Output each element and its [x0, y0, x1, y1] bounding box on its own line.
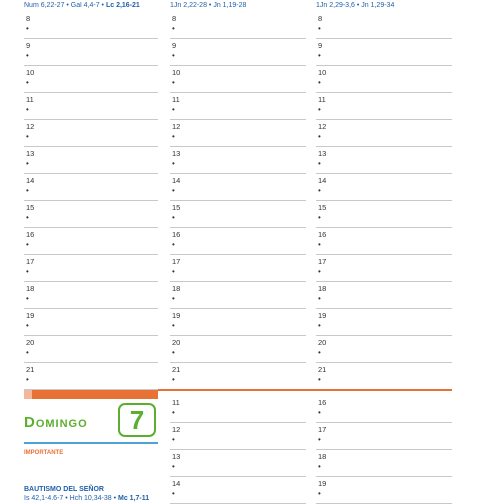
reading-reference-col1: Num 6,22-27 • Gal 4,4-7 • Lc 2,16-21 — [24, 2, 140, 9]
bullet-marker: • — [318, 408, 321, 417]
hour-slot[interactable] — [316, 201, 452, 228]
important-label: IMPORTANTE — [24, 450, 64, 456]
bullet-marker: • — [318, 267, 321, 276]
bullet-marker: • — [172, 294, 175, 303]
hour-slot[interactable] — [316, 423, 452, 450]
bullet-marker: • — [172, 267, 175, 276]
hour-slot[interactable] — [170, 423, 306, 450]
hour-label: 11 — [172, 398, 180, 407]
hour-label: 21 — [26, 365, 35, 374]
hour-slot[interactable] — [170, 255, 306, 282]
reading-reference-col2: 1Jn 2,22-28 • Jn 1,19-28 — [170, 2, 247, 9]
hour-label: 20 — [172, 338, 181, 347]
bullet-marker: • — [172, 435, 175, 444]
hour-label: 8 — [318, 14, 323, 23]
hour-slot[interactable] — [316, 309, 452, 336]
bullet-marker: • — [172, 24, 175, 33]
bullet-marker: • — [318, 321, 321, 330]
hour-slot[interactable] — [24, 12, 158, 39]
bullet-marker: • — [26, 78, 29, 87]
hour-label: 13 — [172, 452, 181, 461]
hour-label: 20 — [318, 338, 327, 347]
bullet-marker: • — [26, 105, 29, 114]
hour-label: 20 — [26, 338, 35, 347]
hour-label: 16 — [172, 230, 181, 239]
hour-label: 16 — [318, 230, 327, 239]
section-divider — [158, 389, 452, 391]
hour-slot[interactable] — [24, 66, 158, 93]
hour-label: 9 — [26, 41, 31, 50]
hour-label: 12 — [26, 122, 35, 131]
hour-slot[interactable] — [24, 147, 158, 174]
hour-slot[interactable] — [24, 282, 158, 309]
hour-label: 21 — [318, 365, 327, 374]
hour-label: 17 — [172, 257, 181, 266]
sunday-slots-col3 — [316, 396, 452, 504]
hour-label: 18 — [26, 284, 35, 293]
hour-label: 9 — [318, 41, 323, 50]
hour-label: 10 — [26, 68, 35, 77]
hour-label: 15 — [172, 203, 181, 212]
hour-label: 12 — [172, 122, 181, 131]
hour-slot[interactable] — [316, 39, 452, 66]
hour-slot[interactable] — [170, 66, 306, 93]
bullet-marker: • — [26, 186, 29, 195]
bullet-marker: • — [26, 159, 29, 168]
bullet-marker: • — [172, 105, 175, 114]
bullet-marker: • — [318, 78, 321, 87]
bullet-marker: • — [172, 408, 175, 417]
hour-slot[interactable] — [316, 228, 452, 255]
hour-label: 14 — [318, 176, 327, 185]
bullet-marker: • — [172, 132, 175, 141]
hour-slot[interactable] — [316, 336, 452, 363]
hour-label: 18 — [172, 284, 181, 293]
hour-label: 15 — [318, 203, 327, 212]
hour-slots-col2 — [170, 12, 306, 390]
bullet-marker: • — [26, 321, 29, 330]
hour-label: 18 — [318, 452, 327, 461]
hour-label: 19 — [172, 311, 181, 320]
bullet-marker: • — [172, 186, 175, 195]
bullet-marker: • — [318, 435, 321, 444]
bullet-marker: • — [26, 51, 29, 60]
bullet-marker: • — [26, 240, 29, 249]
hour-label: 9 — [172, 41, 177, 50]
hour-label: 18 — [318, 284, 327, 293]
hour-label: 10 — [318, 68, 327, 77]
bullet-marker: • — [172, 375, 175, 384]
bullet-marker: • — [318, 132, 321, 141]
hour-label: 12 — [318, 122, 327, 131]
hour-slot[interactable] — [24, 255, 158, 282]
hour-slot[interactable] — [170, 201, 306, 228]
hour-label: 16 — [26, 230, 35, 239]
bullet-marker: • — [318, 105, 321, 114]
bullet-marker: • — [318, 24, 321, 33]
hour-label: 14 — [172, 479, 181, 488]
hour-label: 12 — [172, 425, 181, 434]
hour-label: 11 — [26, 95, 34, 104]
bullet-marker: • — [26, 24, 29, 33]
hour-slot[interactable] — [170, 12, 306, 39]
hour-label: 11 — [172, 95, 180, 104]
day-rule — [24, 442, 158, 444]
hour-slot[interactable] — [170, 39, 306, 66]
hour-slot[interactable] — [316, 255, 452, 282]
hour-slot[interactable] — [170, 450, 306, 477]
bullet-marker: • — [26, 213, 29, 222]
hour-slot[interactable] — [24, 363, 158, 390]
hour-slot[interactable] — [170, 174, 306, 201]
hour-label: 10 — [172, 68, 181, 77]
bullet-marker: • — [172, 240, 175, 249]
hour-slots-col3 — [316, 12, 452, 390]
bullet-marker: • — [172, 321, 175, 330]
hour-slot[interactable] — [24, 201, 158, 228]
hour-slot[interactable] — [170, 336, 306, 363]
hour-label: 11 — [318, 95, 326, 104]
bullet-marker: • — [26, 375, 29, 384]
bullet-marker: • — [318, 375, 321, 384]
bullet-marker: • — [26, 294, 29, 303]
hour-slot[interactable] — [24, 309, 158, 336]
reading-reference-col3: 1Jn 2,29-3,6 • Jn 1,29-34 — [316, 2, 395, 9]
hour-label: 21 — [172, 365, 181, 374]
hour-label: 19 — [318, 311, 327, 320]
bullet-marker: • — [318, 462, 321, 471]
bullet-marker: • — [172, 159, 175, 168]
hour-slot[interactable] — [170, 282, 306, 309]
bullet-marker: • — [172, 51, 175, 60]
bullet-marker: • — [26, 267, 29, 276]
bullet-marker: • — [172, 78, 175, 87]
section-bar-tab — [24, 390, 32, 399]
hour-label: 14 — [26, 176, 35, 185]
hour-slot[interactable] — [24, 336, 158, 363]
bullet-marker: • — [318, 240, 321, 249]
hour-slot[interactable] — [170, 93, 306, 120]
hour-slot[interactable] — [316, 282, 452, 309]
hour-slot[interactable] — [316, 147, 452, 174]
hour-slots-col1 — [24, 12, 158, 390]
hour-label: 17 — [318, 425, 327, 434]
day-number-badge: 7 — [118, 403, 156, 437]
hour-slot[interactable] — [170, 363, 306, 390]
hour-label: 15 — [26, 203, 35, 212]
hour-slot[interactable] — [24, 93, 158, 120]
bullet-marker: • — [172, 213, 175, 222]
day-name: Domingo — [24, 414, 88, 431]
bullet-marker: • — [318, 186, 321, 195]
hour-label: 19 — [26, 311, 35, 320]
bullet-marker: • — [318, 159, 321, 168]
feast-reference: Is 42,1-4.6-7 • Hch 10,34-38 • Mc 1,7-11 — [24, 495, 150, 502]
hour-slot[interactable] — [316, 174, 452, 201]
hour-slot[interactable] — [316, 66, 452, 93]
hour-label: 16 — [318, 398, 327, 407]
hour-slot[interactable] — [170, 147, 306, 174]
bullet-marker: • — [172, 462, 175, 471]
bullet-marker: • — [318, 213, 321, 222]
hour-slot[interactable] — [170, 228, 306, 255]
hour-label: 8 — [26, 14, 31, 23]
hour-slot[interactable] — [316, 396, 452, 423]
hour-slot[interactable] — [316, 120, 452, 147]
hour-slot[interactable] — [24, 39, 158, 66]
hour-label: 13 — [318, 149, 327, 158]
hour-slot[interactable] — [316, 93, 452, 120]
hour-slot[interactable] — [170, 396, 306, 423]
hour-slot[interactable] — [316, 450, 452, 477]
sunday-slots-col2 — [170, 396, 306, 504]
hour-slot[interactable] — [170, 309, 306, 336]
hour-slot[interactable] — [24, 174, 158, 201]
hour-slot[interactable] — [316, 363, 452, 390]
hour-label: 13 — [26, 149, 35, 158]
hour-slot[interactable] — [24, 228, 158, 255]
bullet-marker: • — [318, 348, 321, 357]
hour-slot[interactable] — [316, 12, 452, 39]
hour-label: 17 — [26, 257, 35, 266]
bullet-marker: • — [172, 348, 175, 357]
bullet-marker: • — [26, 348, 29, 357]
bullet-marker: • — [318, 489, 321, 498]
hour-label: 19 — [318, 479, 327, 488]
hour-label: 8 — [172, 14, 177, 23]
hour-slot[interactable] — [170, 120, 306, 147]
hour-slot[interactable] — [24, 120, 158, 147]
bullet-marker: • — [318, 294, 321, 303]
hour-label: 17 — [318, 257, 327, 266]
hour-label: 13 — [172, 149, 181, 158]
section-bar — [24, 390, 158, 399]
feast-title: BAUTISMO DEL SEÑOR — [24, 486, 104, 493]
bullet-marker: • — [26, 132, 29, 141]
hour-label: 14 — [172, 176, 181, 185]
bullet-marker: • — [172, 489, 175, 498]
bullet-marker: • — [318, 51, 321, 60]
